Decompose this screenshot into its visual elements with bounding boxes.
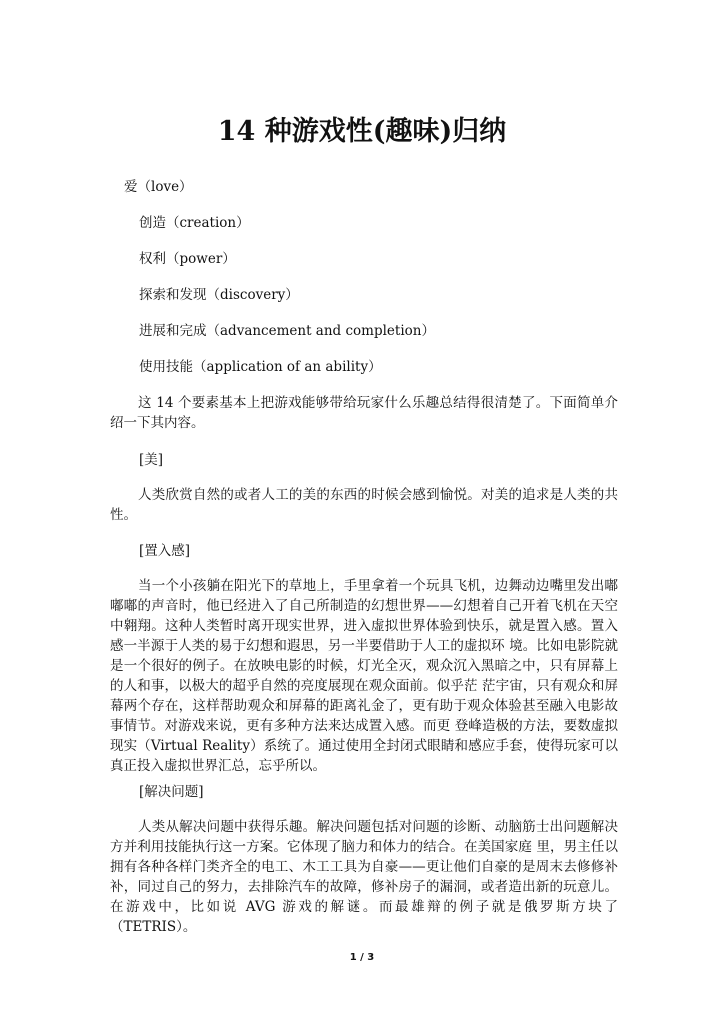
intro-paragraph: 这 14 个要素基本上把游戏能够带给玩家什么乐趣总结得很清楚了。下面简单介绍一下其内容。 bbox=[110, 395, 618, 431]
list-item-creation: 创造（creation） bbox=[139, 215, 250, 231]
list-item-love: 爱（love） bbox=[124, 179, 193, 195]
section-heading-problem-solving: [解决问题] bbox=[139, 784, 204, 800]
document-title: 14 种游戏性(趣味)归纳 bbox=[217, 116, 507, 147]
page-number: 1 / 3 bbox=[349, 952, 375, 963]
section-body-immersion: 当一个小孩躺在阳光下的草地上，手里拿着一个玩具飞机，边舞动边嘴里发出嘟嘟嘟的声音时，他已经进入了自己所制造的幻想世界——幻想着自己开着飞机在天空中翱翔。这种人类暂时离开现实世界，进入虚拟世界体验到快乐，就是置入感。置入感一半源于人类的易于幻想和遐思，另一半要借助于人工的虚拟环 境。比如电影院就是一个很好的例子。在放映电影的时候，灯光全灭，观众沉入黑暗之中，只有屏幕上的人和事，以极大的超乎自然的亮度展现在观众面前。似乎茫 茫宇宙，只有观众和屏幕两个存在，这样帮助观众和屏幕的距离礼金了，更有助于观众体验甚至融入电影故事情节。对游戏来说，更有多种方法来达成置入感。而更 登峰造极的方法，要数虚拟现实（Virtual Reality）系统了。通过使用全封闭式眼睛和感应手套，使得玩家可以真正投入虚拟世界汇总，忘乎所以。 bbox=[110, 578, 618, 774]
list-item-advancement: 进展和完成（advancement and completion） bbox=[139, 323, 435, 339]
list-item-power: 权利（power） bbox=[139, 251, 236, 267]
section-body-beauty: 人类欣赏自然的或者人工的美的东西的时候会感到愉悦。对美的追求是人类的共性。 bbox=[110, 487, 618, 523]
section-body-problem-solving: 人类从解决问题中获得乐趣。解决问题包括对问题的诊断、动脑筋士出问题解决方并利用技能执行这一方案。它体现了脑力和体力的结合。在美国家庭 里，男主任以拥有各种各样门类齐全的电工、木工工具为自豪——更让他们自豪的是周末去修修补补，同过自己的努力，去排除汽车的故障，修补房子的漏洞，或者造出新的玩意儿。在游戏中，比如说 AVG 游戏的解谜。而最雄辩的例子就是俄罗斯方块了（TETRIS）。 bbox=[110, 819, 618, 935]
section-heading-immersion: [置入感] bbox=[139, 543, 191, 559]
list-item-discovery: 探索和发现（discovery） bbox=[139, 287, 299, 303]
section-heading-beauty: [美] bbox=[139, 452, 164, 468]
list-item-ability: 使用技能（application of an ability） bbox=[139, 359, 382, 375]
